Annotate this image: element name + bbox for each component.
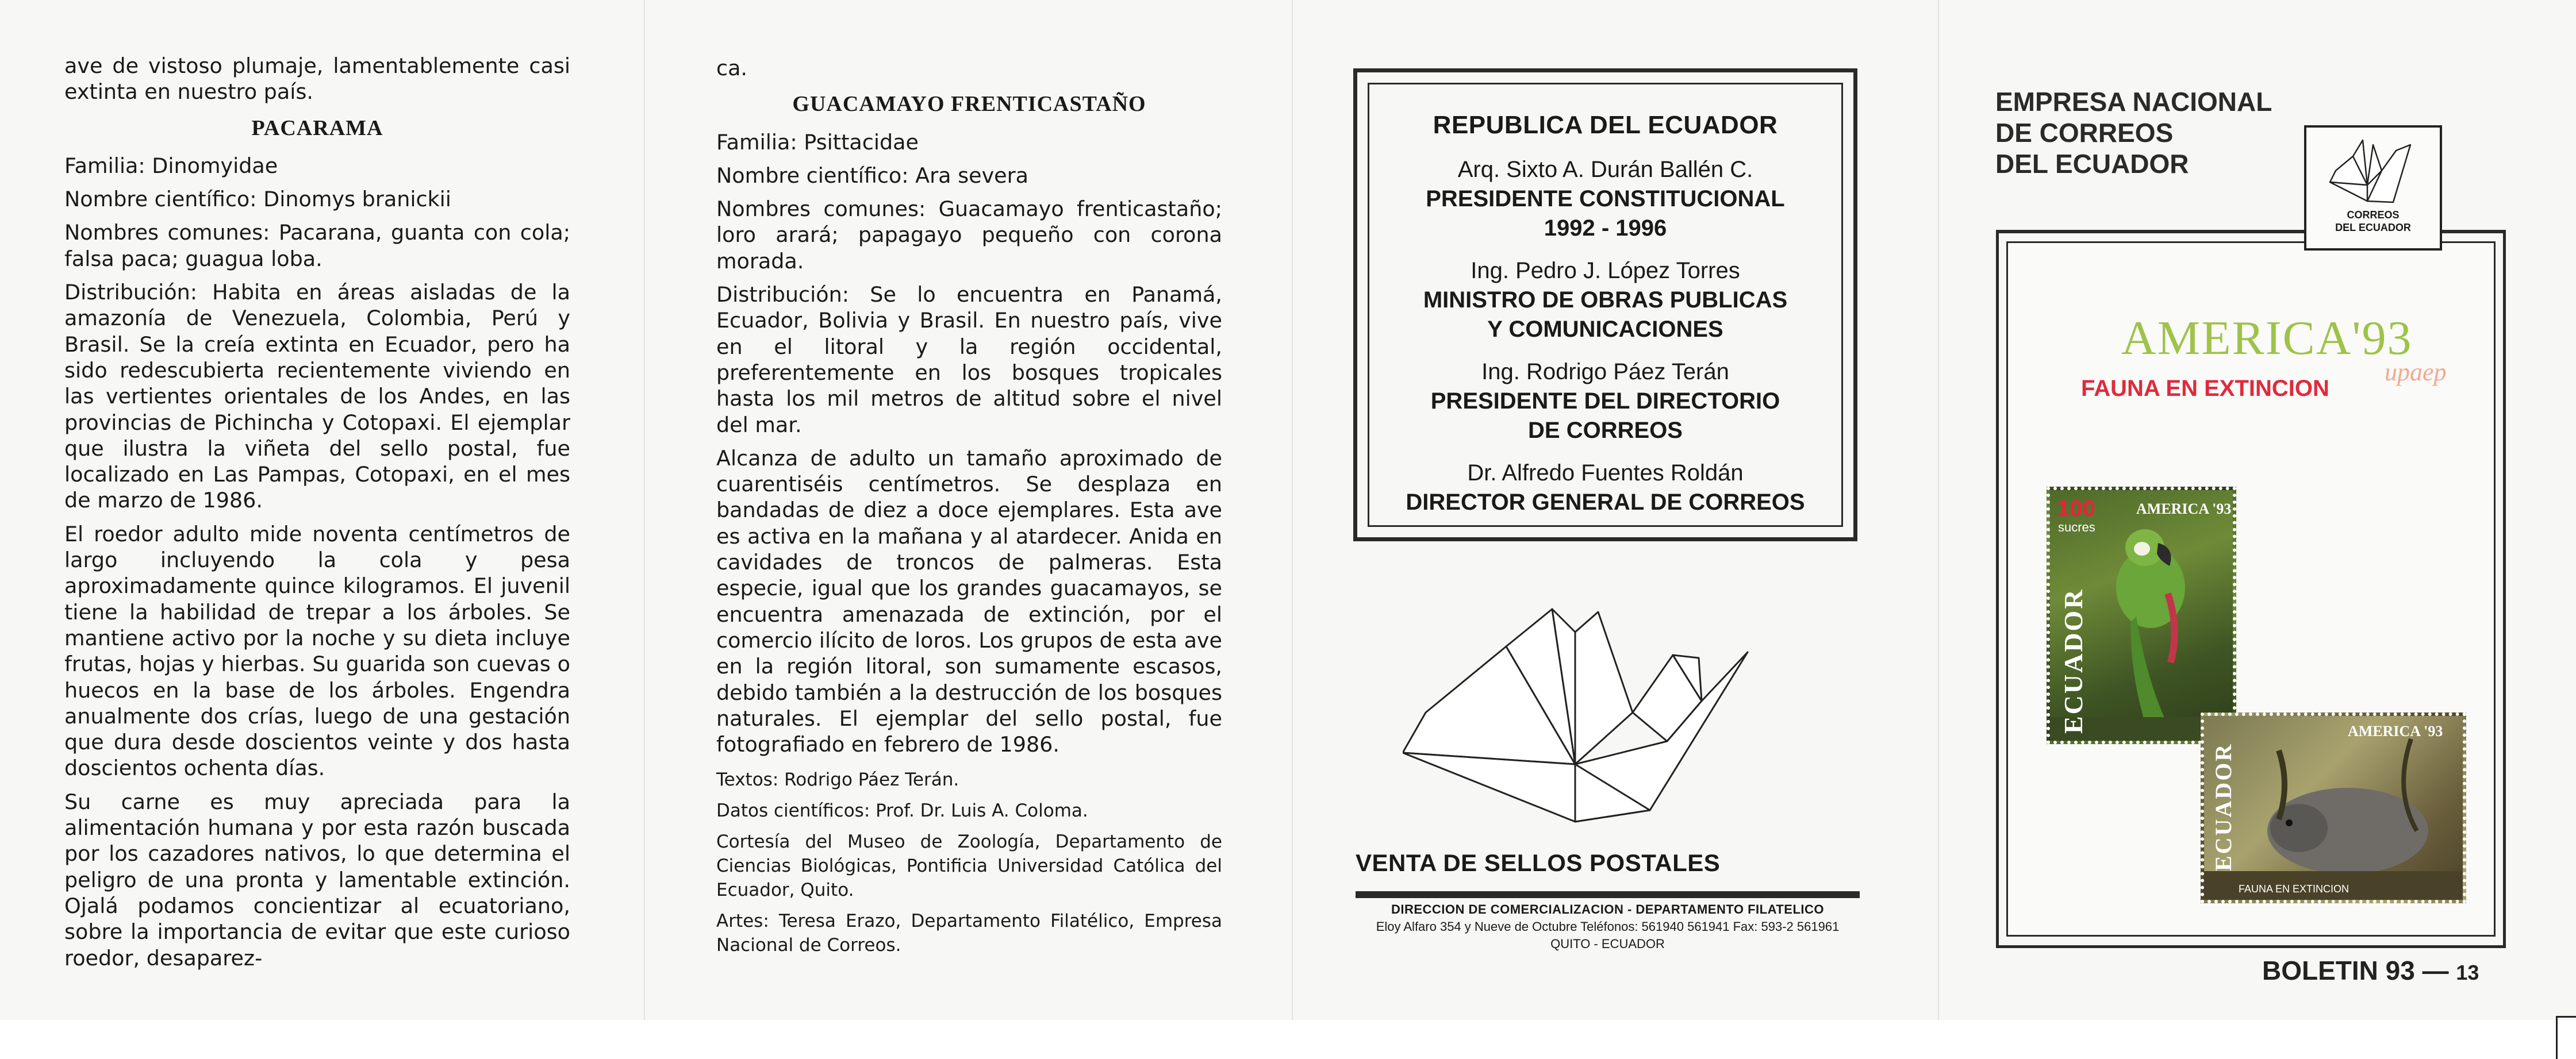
republic-title: REPUBLICA DEL ECUADOR: [1433, 111, 1778, 139]
comunes-text: Nombres comunes: Guacamayo frenticastaño; loro arará; papagayo pequeño con corona morada.: [716, 197, 1222, 274]
fold-line: [644, 0, 645, 1020]
credit-artes: Artes: Teresa Erazo, Departamento Filatélico, Empresa Nacional de Correos.: [716, 911, 1222, 956]
logo-line-2: DEL ECUADOR: [2335, 222, 2411, 233]
correos-logo: [2304, 125, 2442, 251]
company-line-1: EMPRESA NACIONAL: [1995, 87, 2272, 117]
fold-line: [1938, 0, 1939, 1020]
authority-role: DIRECTOR GENERAL DE CORREOS: [1406, 490, 1805, 515]
familia-text: Familia: Dinomyidae: [64, 153, 278, 178]
authority-entry: [1369, 458, 1841, 517]
page-number: 13: [2456, 961, 2479, 984]
comunes-text: Nombres comunes: Pacarana, guanta con cola; falsa paca; guagua loba.: [64, 220, 570, 271]
authority-entry: [1369, 256, 1841, 344]
boletin-footer: [2262, 955, 2479, 986]
authority-role: MINISTRO DE OBRAS PUBLICAS: [1423, 287, 1788, 313]
sales-department: DIRECCION DE COMERCIALIZACION - DEPARTAMENTO FILATELICO: [1391, 902, 1825, 916]
carne-text: Su carne es muy apreciada para la alimentación humana y por esta razón buscada por los cazadores nativos, lo que determina el peligro de una pronta y lamentable extinción. Ojalá podamos concientizar al ecuatoriano, sobre la importancia de evitar que este curioso roedor, desaparez-: [64, 789, 570, 971]
company-line-3: DEL ECUADOR: [1995, 149, 2189, 179]
authorities-box: [1353, 68, 1857, 541]
stamp-unit: sucres: [2058, 520, 2095, 534]
authority-role-2: DE CORREOS: [1528, 418, 1683, 443]
company-line-2: DE CORREOS: [1995, 118, 2174, 148]
authority-name: Ing. Pedro J. López Torres: [1471, 258, 1740, 283]
familia-text: Familia: Psittacidae: [716, 129, 919, 155]
alcanza-text: Alcanza de adulto un tamaño aproximado de cuarentiséis centímetros. Se desplaza en bandadas de diez a doce ejemplares. Esta ave es activa en la mañana y al atardecer. Anida en cavidades de troncos de palmeras. Esta especie, igual que los grandes guacamayos, se encuentra amenazada de extinción, por el comercio ilícito de loros. Los grupos de esta ave en la región litoral, son sumamente escasos, debido también a la destrucción de los bosques naturales. El ejemplar del sello postal, fue fotografiado en febrero de 1986.: [716, 445, 1222, 757]
authorities-inner: [1368, 83, 1843, 527]
authority-role-2: 1992 - 1996: [1544, 215, 1667, 241]
boletin-label: BOLETIN 93 —: [2262, 956, 2449, 985]
logo-line-1: CORREOS: [2347, 209, 2400, 221]
sales-rule: [1356, 891, 1860, 898]
pacarana-illustration-icon: [2204, 716, 2463, 900]
sales-info: [1356, 901, 1860, 953]
cientifico-text: Nombre científico: Dinomys branickii: [64, 187, 451, 212]
authority-entry: [1369, 155, 1841, 243]
authority-name: Dr. Alfredo Fuentes Roldán: [1467, 460, 1744, 486]
distribucion-text: Distribución: Se lo encuentra en Panamá, Ecuador, Bolivia y Brasil. En nuestro país, vive en el litoral y la región occidental, preferentemente en los bosques tropicales hasta los mil metros de altitud sobre el nivel del mar.: [716, 282, 1222, 437]
fauna-en-extincion-title: FAUNA EN EXTINCION: [2081, 376, 2329, 401]
stamp-country-label: ECUADOR: [2210, 742, 2236, 871]
cientifico-text: Nombre científico: Ara severa: [716, 163, 1029, 188]
credit-datos: Datos científicos: Prof. Dr. Luis A. Coloma.: [716, 800, 1088, 821]
macaw-stamp: [2047, 487, 2236, 744]
company-name: [1995, 86, 2272, 179]
sales-address: Eloy Alfaro 354 y Nueve de Octubre Teléfonos: 561940 561941 Fax: 593-2 561961: [1376, 919, 1840, 934]
authority-entry: [1369, 357, 1841, 445]
origami-crane-icon: [1403, 592, 1794, 845]
authority-name: Ing. Rodrigo Páez Terán: [1481, 359, 1729, 384]
authority-role: PRESIDENTE DEL DIRECTORIO: [1430, 388, 1780, 414]
pacarana-stamp: [2201, 713, 2466, 903]
sales-title: VENTA DE SELLOS POSTALES: [1356, 849, 1721, 876]
credit-cortesia: Cortesía del Museo de Zoología, Departamento de Ciencias Biológicas, Pontificia Universidad Católica del Ecuador, Quito.: [716, 831, 1222, 900]
intro-text: ave de vistoso plumaje, lamentablemente casi extinta en nuestro país.: [64, 53, 570, 105]
stamp-america-label: AMERICA '93: [2348, 723, 2443, 740]
guacamayo-heading: GUACAMAYO FRENTICASTAÑO: [792, 92, 1146, 117]
adulto-text: El roedor adulto mide noventa centímetros de largo incluyendo la cola y pesa aproximadamente quince kilogramos. El juvenil tiene la habilidad de trepar a los árboles. Se mantiene activo por la noche y su dieta incluye frutas, hojas y hierbas. Su guarida son cuevas o huecos en la base de los árboles. Engendra anualmente dos crías, luego de una gestación que dura desde doscientos veinte y dos hasta doscientos ochenta días.: [64, 521, 570, 781]
credit-textos: Textos: Rodrigo Páez Terán.: [716, 769, 959, 790]
crop-mark: [2556, 1016, 2576, 1059]
sales-city: QUITO - ECUADOR: [1550, 937, 1665, 951]
stamp-value: 100: [2057, 496, 2095, 521]
fold-line: [1292, 0, 1293, 1020]
authority-name: Arq. Sixto A. Durán Ballén C.: [1457, 157, 1753, 182]
distribucion-text: Distribución: Habita en áreas aisladas de la amazonía de Venezuela, Colombia, Perú y Brasil. Se la creía extinta en Ecuador, pero ha sido redescubierta recientemente viviendo en las vertientes orientales de los Andes, en las provincias de Pichincha y Cotopaxi. El ejemplar que ilustra la viñeta del sello postal, fue localizado en Las Pampas, Cotopaxi, en el mes de marzo de 1986.: [64, 280, 570, 513]
stamp-america-label: AMERICA '93: [2136, 500, 2232, 517]
authority-role: PRESIDENTE CONSTITUCIONAL: [1426, 186, 1785, 211]
stamp-caption: FAUNA EN EXTINCION: [2239, 883, 2350, 895]
crane-logo-icon: [2327, 133, 2419, 208]
continuation-text: ca.: [716, 56, 748, 80]
authority-role-2: Y COMUNICACIONES: [1487, 317, 1723, 342]
guacamayo-column: [716, 55, 1222, 765]
stamp-country-label: ECUADOR: [2059, 588, 2088, 734]
upaep-logo: upaep: [2385, 358, 2447, 386]
pacarama-column: [64, 53, 570, 979]
credits: [716, 768, 1222, 964]
pacarama-heading: PACARAMA: [251, 115, 383, 140]
america-93-title: AMERICA'93: [2121, 311, 2413, 365]
